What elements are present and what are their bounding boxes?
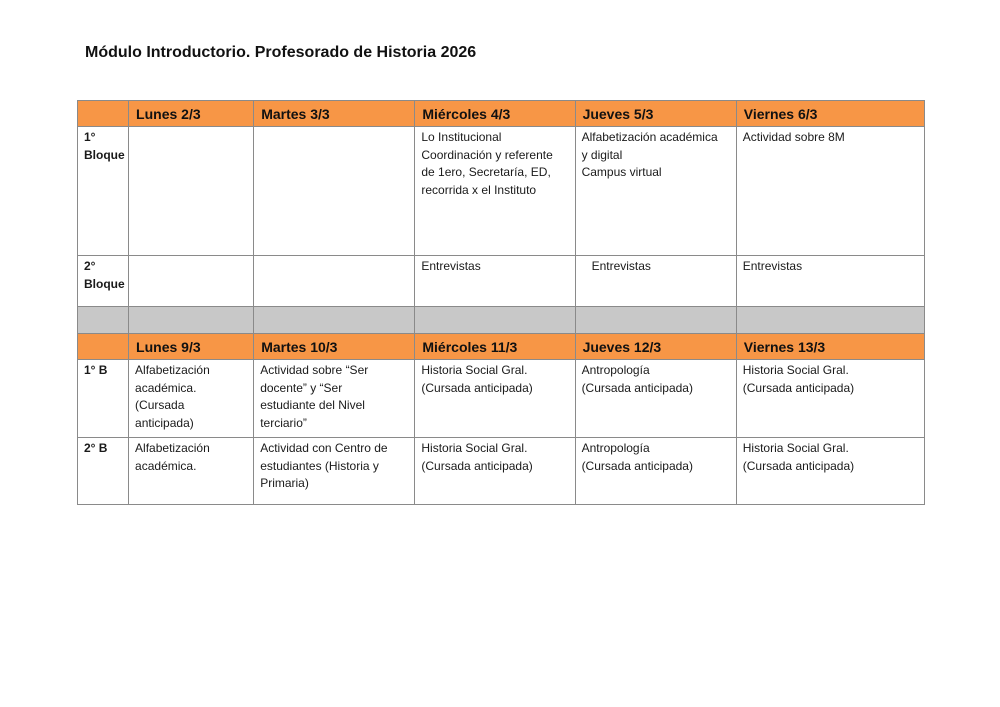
- cell-line: Actividad con Centro de: [260, 441, 388, 455]
- cell-line: anticipada): [135, 415, 194, 430]
- cell-line: académica.: [135, 458, 197, 473]
- header-corner: [78, 101, 129, 127]
- cell-line: Campus virtual: [581, 165, 662, 179]
- cell-line: académica.: [135, 380, 197, 395]
- schedule-table: [77, 100, 925, 505]
- schedule-cell: [129, 127, 254, 256]
- week2-header-row: [78, 334, 925, 360]
- week2-block2-row: [78, 438, 925, 505]
- schedule-cell: [736, 127, 924, 256]
- day-header: Miércoles 11/3: [415, 334, 575, 360]
- block-label-line: 2° B: [84, 441, 108, 455]
- block-label-line: 2°: [84, 259, 96, 273]
- week1-block1-row: [78, 127, 925, 256]
- schedule-cell: [129, 438, 254, 505]
- cell-line: Alfabetización: [135, 363, 210, 377]
- cell-line: Historia Social Gral.: [421, 363, 528, 377]
- block-label: [78, 360, 129, 438]
- schedule-cell: [254, 360, 415, 438]
- schedule-cell: [254, 256, 415, 307]
- day-header: Martes 3/3: [254, 101, 415, 127]
- header-corner: [78, 334, 129, 360]
- cell-line: Entrevistas: [742, 259, 803, 273]
- day-header: Viernes 13/3: [736, 334, 924, 360]
- cell-line: Entrevistas: [421, 259, 481, 273]
- cell-line: (Cursada: [135, 398, 185, 412]
- week1-header-row: [78, 101, 925, 127]
- block-label-line: Bloque: [84, 147, 125, 162]
- cell-line: Primaria): [260, 476, 309, 490]
- cell-line: Historia Social Gral.: [742, 363, 849, 377]
- block-label-line: Bloque: [84, 276, 125, 291]
- cell-line: estudiante del Nivel: [260, 398, 365, 412]
- day-header: Viernes 6/3: [736, 101, 924, 127]
- schedule-cell: [736, 438, 924, 505]
- schedule-cell: [129, 360, 254, 438]
- cell-line: Historia Social Gral.: [742, 441, 849, 455]
- cell-line: Lo Institucional: [421, 130, 502, 144]
- schedule-cell: [415, 256, 575, 307]
- schedule-cell: [415, 127, 575, 256]
- cell-line: Historia Social Gral.: [421, 441, 528, 455]
- schedule-cell: [575, 360, 736, 438]
- schedule-cell: [575, 438, 736, 505]
- block-label-line: 1° B: [84, 363, 108, 377]
- cell-line: (Cursada anticipada): [421, 380, 533, 395]
- separator-cell: [78, 307, 129, 334]
- block-label: [78, 256, 129, 307]
- schedule-cell: [575, 256, 736, 307]
- cell-line: recorrida x el Instituto: [421, 182, 537, 197]
- schedule-cell: [575, 127, 736, 256]
- cell-line: docente” y “Ser: [260, 380, 343, 395]
- separator-cell: [254, 307, 415, 334]
- day-header: Jueves 12/3: [575, 334, 736, 360]
- cell-line: (Cursada anticipada): [742, 380, 855, 395]
- cell-line: Actividad sobre “Ser: [260, 363, 369, 377]
- cell-line: Actividad sobre 8M: [742, 130, 845, 144]
- cell-line: (Cursada anticipada): [581, 458, 693, 473]
- block-label: [78, 127, 129, 256]
- cell-line: y digital: [581, 147, 623, 162]
- cell-line: (Cursada anticipada): [581, 380, 693, 395]
- day-header: Lunes 2/3: [129, 101, 254, 127]
- day-header: Jueves 5/3: [575, 101, 736, 127]
- block-label-line: 1°: [84, 130, 96, 144]
- schedule-cell: [415, 438, 575, 505]
- cell-line: terciario”: [260, 415, 307, 430]
- schedule-cell: [736, 256, 924, 307]
- cell-line: Antropología: [581, 363, 650, 377]
- cell-line: Entrevistas: [591, 259, 651, 273]
- cell-line: de 1ero, Secretaría, ED,: [421, 165, 551, 179]
- day-header: Martes 10/3: [254, 334, 415, 360]
- cell-line: Alfabetización académica: [581, 130, 718, 144]
- separator-cell: [575, 307, 736, 334]
- day-header: Lunes 9/3: [129, 334, 254, 360]
- cell-line: Alfabetización: [135, 441, 210, 455]
- page-title: Módulo Introductorio. Profesorado de Historia 2026: [85, 44, 477, 61]
- schedule-cell: [736, 360, 924, 438]
- cell-line: Antropología: [581, 441, 650, 455]
- cell-line: (Cursada anticipada): [742, 458, 855, 473]
- schedule-cell: [415, 360, 575, 438]
- schedule-cell: [254, 438, 415, 505]
- week1-block2-row: [78, 256, 925, 307]
- separator-cell: [129, 307, 254, 334]
- day-header: Miércoles 4/3: [415, 101, 575, 127]
- block-label: [78, 438, 129, 505]
- schedule-cell: [254, 127, 415, 256]
- separator-cell: [415, 307, 575, 334]
- schedule-cell: [129, 256, 254, 307]
- week-separator-row: [78, 307, 925, 334]
- separator-cell: [736, 307, 924, 334]
- cell-line: (Cursada anticipada): [421, 458, 533, 473]
- cell-line: estudiantes (Historia y: [260, 458, 379, 473]
- week2-block1-row: [78, 360, 925, 438]
- cell-line: Coordinación y referente: [421, 147, 553, 162]
